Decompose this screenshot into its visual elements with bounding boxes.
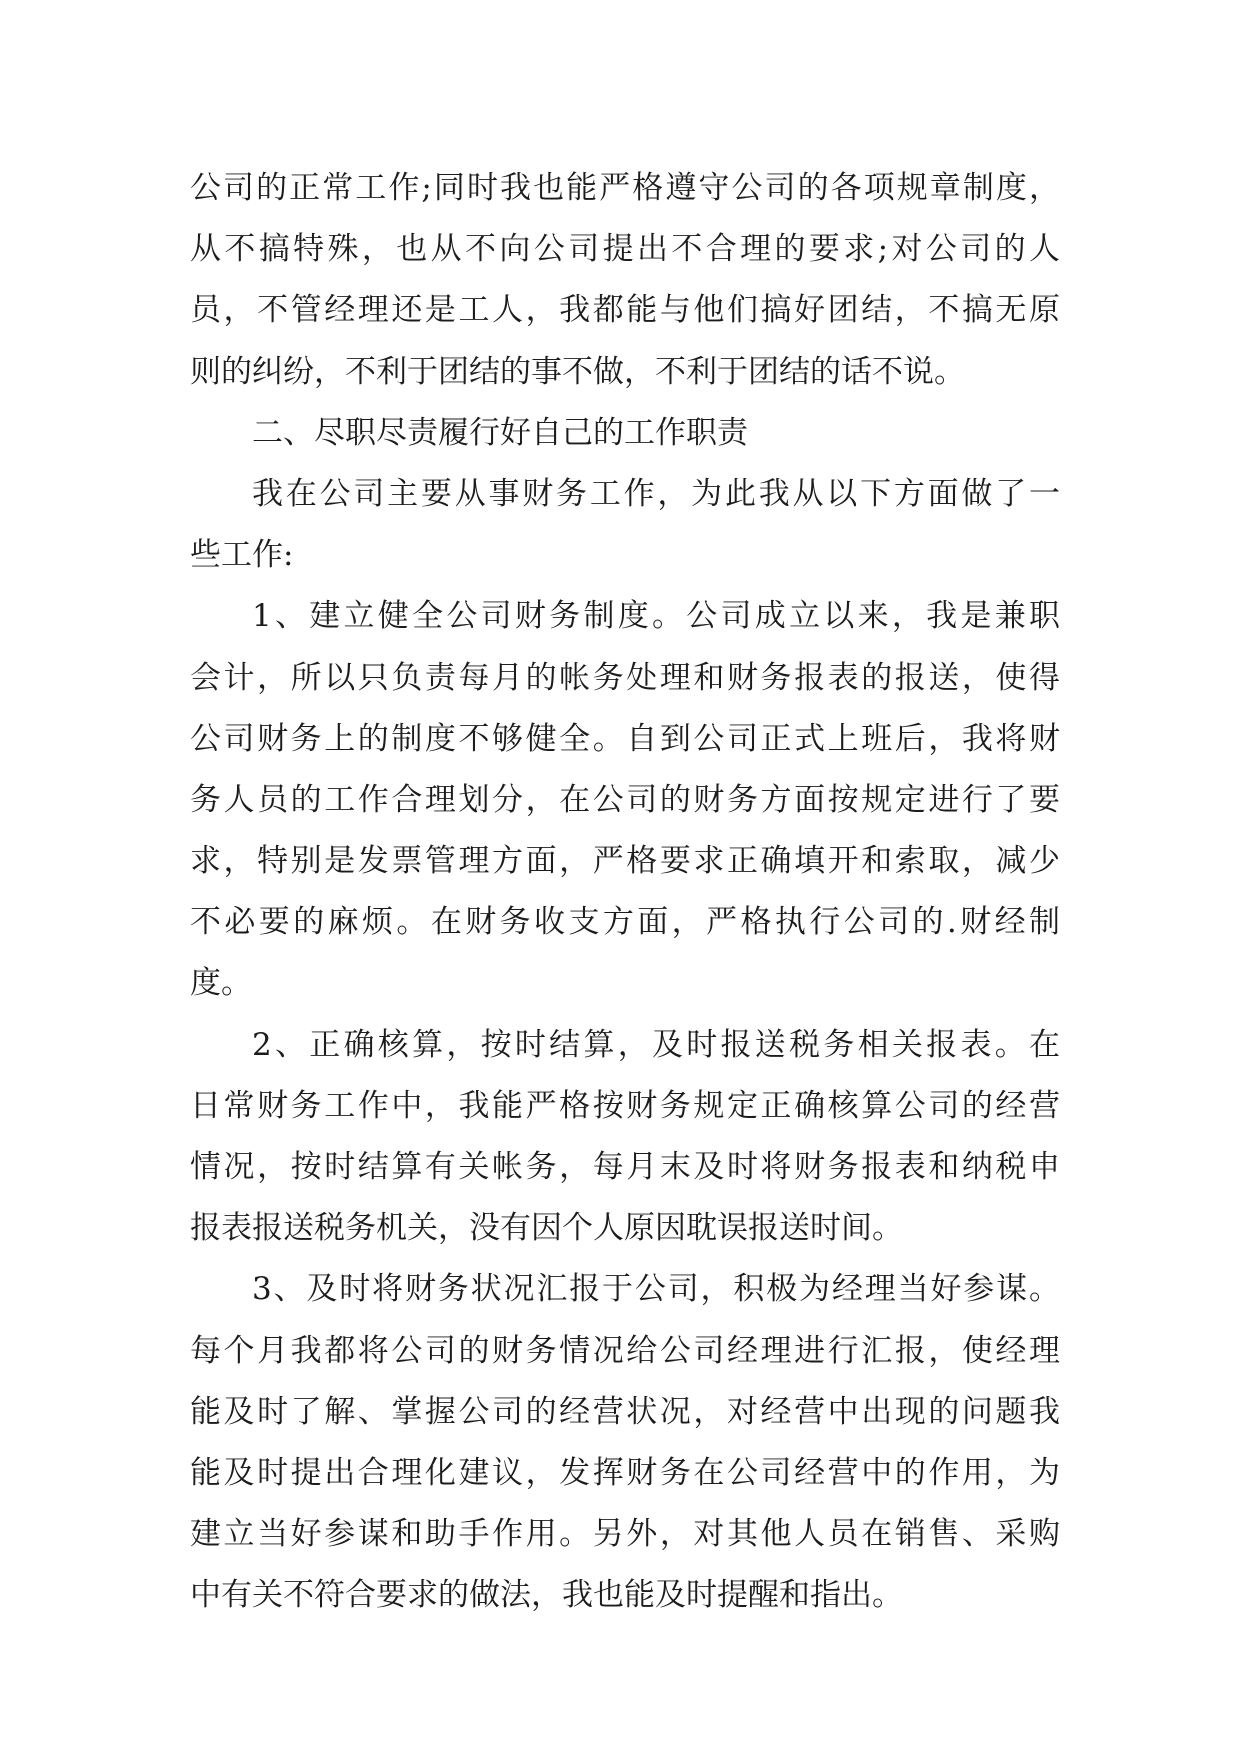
text-line: 我在公司主要从事财务工作，为此我从以下方面做了一 [252,475,1060,512]
text-line: 公司的正常工作;同时我也能严格遵守公司的各项规章制度， [190,170,1060,206]
body-text [190,158,1060,1627]
text-line: 报表报送税务机关，没有因个人原因耽误报送时间。 [190,1210,903,1247]
text-line: 2、正确核算，按时结算，及时报送税务相关报表。在 [252,1026,1060,1063]
text-line: 每个月我都将公司的财务情况给公司经理进行汇报，使经理 [190,1332,1060,1369]
text-line: 会计，所以只负责每月的帐务处理和财务报表的报送，使得 [190,659,1060,696]
section-heading: 二、尽职尽责履行好自己的工作职责 [252,414,748,451]
text-line: 1、建立健全公司财务制度。公司成立以来，我是兼职 [252,598,1060,635]
text-line: 能及时了解、掌握公司的经营状况，对经营中出现的问题我 [190,1393,1060,1430]
para-item-3 [190,1259,1060,1626]
para-rules-unity [190,158,1060,403]
text-line: 从不搞特殊，也从不向公司提出不合理的要求;对公司的人 [190,231,1060,268]
text-line: 度。 [190,965,252,1002]
para-intro [190,464,1060,586]
para-item-1 [190,586,1060,1014]
text-line: 些工作: [190,537,294,574]
para-item-2 [190,1015,1060,1260]
text-line: 情况，按时结算有关帐务，每月末及时将财务报表和纳税申 [190,1149,1060,1185]
text-line: 公司财务上的制度不够健全。自到公司正式上班后，我将财 [190,720,1060,757]
heading-duties [190,403,1060,464]
text-line: 日常财务工作中，我能严格按财务规定正确核算公司的经营 [190,1087,1060,1124]
text-line: 务人员的工作合理划分，在公司的财务方面按规定进行了要 [190,781,1060,818]
text-line: 能及时提出合理化建议，发挥财务在公司经营中的作用，为 [190,1454,1060,1491]
text-line: 3、及时将财务状况汇报于公司，积极为经理当好参谋。 [252,1271,1060,1308]
text-line: 员，不管经理还是工人，我都能与他们搞好团结，不搞无原 [190,292,1060,329]
text-line: 则的纠纷，不利于团结的事不做，不利于团结的话不说。 [190,353,965,390]
text-line: 建立当好参谋和助手作用。另外，对其他人员在销售、采购 [190,1516,1060,1553]
text-line: 求，特别是发票管理方面，严格要求正确填开和索取，减少 [190,843,1060,880]
text-line: 不必要的麻烦。在财务收支方面，严格执行公司的.财经制 [190,904,1060,941]
text-line: 中有关不符合要求的做法，我也能及时提醒和指出。 [190,1577,903,1614]
